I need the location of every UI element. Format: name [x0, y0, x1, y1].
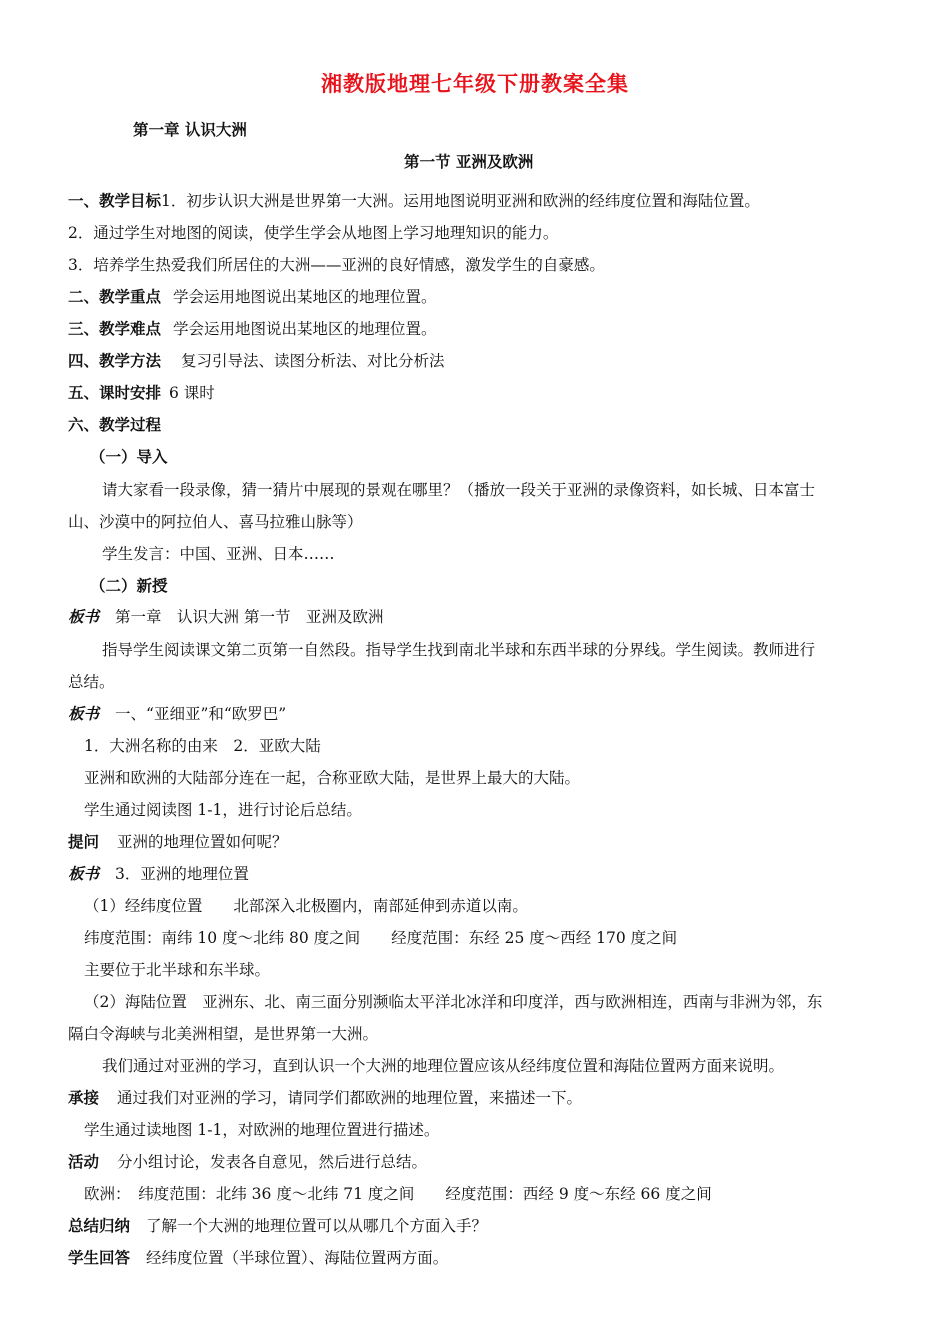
intro-label: （一）导入: [90, 448, 168, 466]
guide-text-1: 指导学生阅读课文第二页第一自然段。指导学生找到南北半球和东西半球的分界线。学生阅读。教师进行: [102, 641, 816, 659]
latlon-text: （1）经纬度位置 北部深入北极圈内，南部延伸到赤道以南。: [84, 897, 528, 915]
read-map-text: 学生通过读地图 1-1，对欧洲的地理位置进行描述。: [84, 1121, 440, 1139]
europe-text: 欧洲： 纬度范围：北纬 36 度～北纬 71 度之间 经度范围：西经 9 度～东经 66 度之间: [84, 1185, 712, 1203]
question-line: [68, 832, 288, 852]
students-say: 学生发言：中国、亚洲、日本……: [102, 545, 335, 563]
transition-label: 承接: [68, 1089, 100, 1107]
objectives-label: 一、教学目标: [68, 192, 162, 210]
summary-asia: 我们通过对亚洲的学习，直到认识一个大洲的地理位置应该从经纬度位置和海陆位置两方面来说明。: [102, 1057, 785, 1075]
hours-label: 五、课时安排: [68, 384, 162, 402]
process-label: 六、教学过程: [68, 416, 162, 434]
key-point-label: 二、教学重点: [68, 288, 162, 306]
question-label: 提问: [68, 833, 100, 851]
document-title: 湘教版地理七年级下册教案全集: [321, 72, 629, 96]
difficulty-label: 三、教学难点: [68, 320, 162, 338]
activity-line: [68, 1152, 427, 1172]
answer-line: [68, 1248, 448, 1268]
transition-line: [68, 1088, 582, 1108]
names-line: 1．大洲名称的由来 2．亚欧大陆: [84, 737, 321, 755]
guide-text-2: 总结。: [68, 673, 115, 691]
question-text: 亚洲的地理位置如何呢？: [117, 833, 288, 851]
answer-label: 学生回答: [68, 1249, 131, 1267]
conclusion-label: 总结归纳: [68, 1217, 131, 1235]
board-3-text: 3．亚洲的地理位置: [115, 865, 249, 883]
intro-text-1: 请大家看一段录像，猜一猜片中展现的景观在哪里？（播放一段关于亚洲的录像资料，如长城、日本富士: [102, 481, 816, 499]
objective-1: 1．初步认识大洲是世界第一大洲。运用地图说明亚洲和欧洲的经纬度位置和海陆位置。: [161, 192, 760, 210]
section-heading: 第一节 亚洲及欧洲: [404, 153, 534, 171]
objectives-line: [68, 191, 760, 211]
method-label: 四、教学方法: [68, 352, 162, 370]
discuss-text: 学生通过阅读图 1-1，进行讨论后总结。: [84, 801, 362, 819]
objective-3: 3．培养学生热爱我们所居住的大洲——亚洲的良好情感，激发学生的自豪感。: [68, 256, 605, 274]
board-2-text: 一、“亚细亚”和“欧罗巴”: [115, 705, 287, 723]
difficulty-text: 学会运用地图说出某地区的地理位置。: [173, 320, 437, 338]
hours-text: 6 课时: [169, 384, 215, 402]
eurasia-text: 亚洲和欧洲的大陆部分连在一起，合称亚欧大陆，是世界上最大的大陆。: [84, 769, 581, 787]
chapter-heading: 第一章 认识大洲: [133, 121, 247, 139]
method-line: [68, 351, 445, 371]
new-lesson-label: （二）新授: [90, 577, 168, 595]
key-point-text: 学会运用地图说出某地区的地理位置。: [173, 288, 437, 306]
hours-line: [68, 383, 215, 403]
hemisphere-text: 主要位于北半球和东半球。: [84, 961, 271, 979]
sea-land-text-1: （2）海陆位置 亚洲东、北、南三面分别濒临太平洋北冰洋和印度洋，西与欧洲相连，西南与非洲为邻，东: [84, 993, 823, 1011]
intro-text-2: 山、沙漠中的阿拉伯人、喜马拉雅山脉等）: [68, 513, 363, 531]
difficulty-line: [68, 319, 437, 339]
conclusion-text: 了解一个大洲的地理位置可以从哪几个方面入手？: [146, 1217, 488, 1235]
board-3-label: 板书: [68, 864, 100, 883]
ranges-text: 纬度范围：南纬 10 度～北纬 80 度之间 经度范围：东经 25 度～西经 170 度之间: [84, 929, 678, 947]
key-point-line: [68, 287, 437, 307]
activity-label: 活动: [68, 1153, 100, 1171]
board-1-text: 第一章 认识大洲 第一节 亚洲及欧洲: [115, 608, 384, 626]
conclusion-line: [68, 1216, 487, 1236]
method-text: 复习引导法、读图分析法、对比分析法: [181, 352, 445, 370]
objective-2: 2．通过学生对地图的阅读，使学生学会从地图上学习地理知识的能力。: [68, 224, 559, 242]
board-3-line: [68, 864, 249, 884]
board-2-label: 板书: [68, 704, 100, 723]
board-2-line: [68, 704, 286, 724]
activity-text: 分小组讨论，发表各自意见，然后进行总结。: [117, 1153, 428, 1171]
answer-text: 经纬度位置（半球位置）、海陆位置两方面。: [146, 1249, 449, 1267]
board-1-label: 板书: [68, 607, 100, 626]
transition-text: 通过我们对亚洲的学习，请同学们都欧洲的地理位置，来描述一下。: [117, 1089, 583, 1107]
board-1-line: [68, 607, 383, 627]
sea-land-text-2: 隔白令海峡与北美洲相望，是世界第一大洲。: [68, 1025, 379, 1043]
